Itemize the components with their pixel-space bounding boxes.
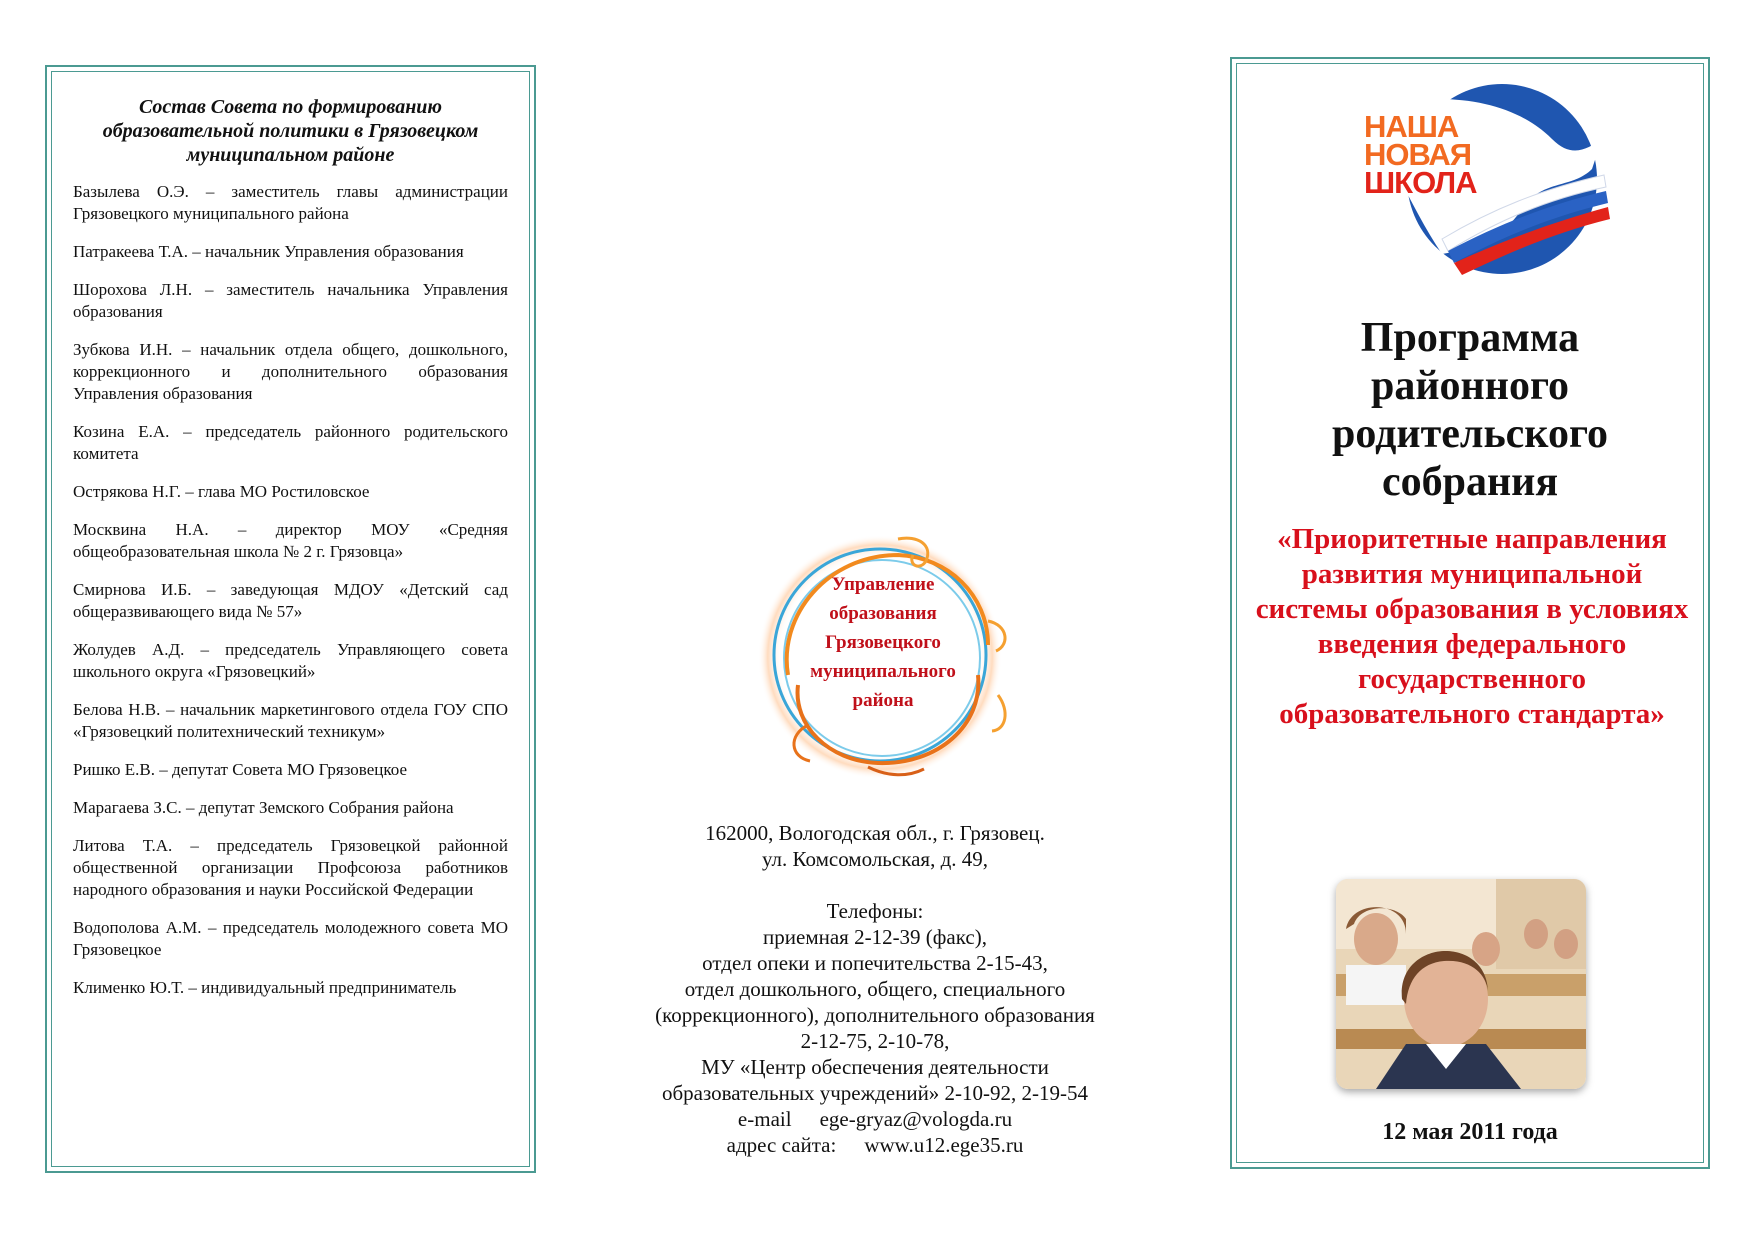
nasha-novaya-shkola-logo [1322,79,1612,279]
list-item: Козина Е.А. – председатель районного родительского комитета [73,422,508,463]
title-line: собрания [1381,459,1559,505]
classroom-photo-icon [1336,879,1586,1089]
address-line: 162000, Вологодская обл., г. Грязовец. [705,821,1045,845]
emblem-line: района [852,690,914,711]
email-row [580,1106,1170,1132]
council-members-list [73,181,508,999]
list-item: Жолудев А.Д. – председатель Управляющего совета школьного округа «Грязовецкий» [73,640,508,681]
email-link[interactable]: ege-gryaz@vologda.ru [819,1107,1013,1131]
council-panel [45,65,536,1173]
department-emblem [748,525,1018,785]
title-line: родительского [1332,411,1608,457]
email-label: e-mail [737,1107,792,1131]
logo-line: ШКОЛА [1364,165,1477,200]
list-item: Шорохова Л.Н. – заместитель начальника Управления образования [73,280,508,321]
list-item: Водополова А.М. – председатель молодежного совета МО Грязовецкое [73,918,508,959]
emblem-line: Грязовецкого [825,632,941,653]
contact-info [580,820,1170,1158]
list-item: Ришко Е.В. – депутат Совета МО Грязовецкое [73,760,408,779]
list-item: Марагаева З.С. – депутат Земского Собрания района [73,798,454,817]
phone-line: образовательных учреждений» 2-10-92, 2-19-54 [661,1081,1089,1105]
site-row [580,1132,1170,1158]
site-label: адрес сайта: [726,1133,837,1157]
list-item: Патракеева Т.А. – начальник Управления образования [73,242,464,261]
logo-line: НОВАЯ [1364,137,1472,172]
title-panel [1230,57,1710,1169]
list-item: Москвина Н.А. – директор МОУ «Средняя общеобразовательная школа № 2 г. Грязовца» [73,520,508,561]
emblem-line: Управление [831,574,935,595]
emblem-line: образования [829,603,937,624]
address-line: ул. Комсомольская, д. 49, [761,847,989,871]
program-subtitle: «Приоритетные направления развития муниципальной системы образования в условиях введения федерального государственного образовательного стандарта» [1255,523,1689,730]
list-item: Смирнова И.Б. – заведующая МДОУ «Детский сад общеразвивающего вида № 57» [73,580,508,621]
phone-line: 2-12-75, 2-10-78, [800,1029,950,1053]
list-item: Литова Т.А. – председатель Грязовецкой районной общественной организации Профсоюза работников народного образования и науки Российской Федерации [73,836,508,899]
classroom-photo [1336,879,1586,1089]
site-link[interactable]: www.u12.ege35.ru [864,1133,1024,1157]
phone-line: МУ «Центр обеспечения деятельности [701,1055,1049,1079]
phone-line: отдел дошкольного, общего, специального [684,977,1066,1001]
emblem-text [768,570,998,715]
phone-line: отдел опеки и попечительства 2-15-43, [702,951,1048,975]
list-item: Белова Н.В. – начальник маркетингового отдела ГОУ СПО «Грязовецкий политехнический техникум» [73,700,508,741]
phone-line: (коррекционного), дополнительного образования [655,1003,1095,1027]
list-item: Базылева О.Э. – заместитель главы администрации Грязовецкого муниципального района [73,182,508,223]
logo-text [1364,109,1477,200]
emblem-line: муниципального [810,661,956,682]
council-title: Состав Совета по формированию образовательной политики в Грязовецком муниципальном районе [102,96,479,166]
list-item: Острякова Н.Г. – глава МО Ростиловское [73,482,370,501]
phone-line: приемная 2-12-39 (факс), [763,925,987,949]
program-title [1232,314,1708,506]
list-item: Клименко Ю.Т. – индивидуальный предприниматель [73,978,457,997]
logo-line: НАША [1364,109,1459,144]
list-item: Зубкова И.Н. – начальник отдела общего, дошкольного, коррекционного и дополнительного образования Управления образования [73,340,508,403]
title-line: районного [1371,363,1569,409]
event-date: 12 мая 2011 года [1382,1119,1558,1145]
phones-label: Телефоны: [826,899,924,923]
title-line: Программа [1360,315,1580,361]
